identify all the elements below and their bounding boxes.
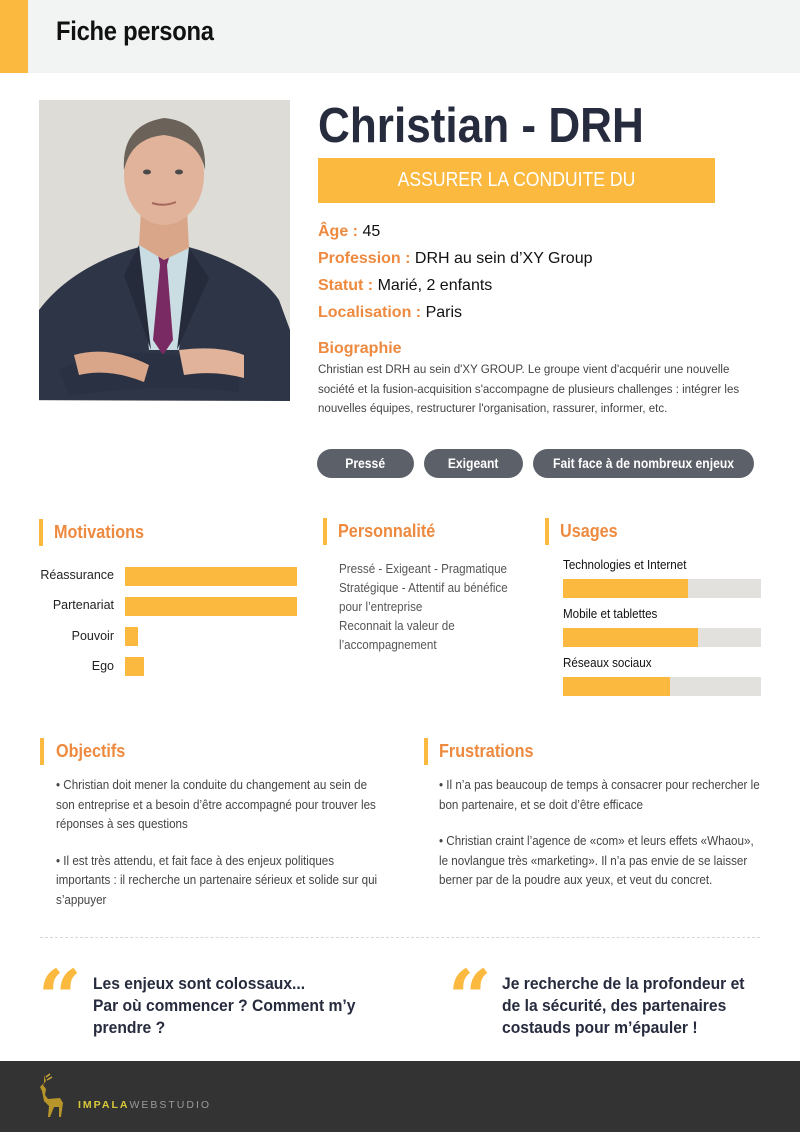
objectifs-heading: Objectifs [56, 741, 126, 761]
motivation-bar-reassurance [125, 567, 297, 586]
motivation-bar-partenariat [125, 597, 297, 616]
section-accent-bar [545, 518, 549, 545]
personnalite-heading: Personnalité [338, 521, 436, 541]
quote-icon: “ [448, 953, 492, 1042]
personnalite-text [339, 560, 516, 655]
tag-label: Pressé [345, 456, 386, 471]
objectifs-list [56, 776, 386, 927]
logo-part-webstudio: WEBSTUDIO [129, 1099, 212, 1111]
quote-1 [93, 973, 355, 1039]
personnalite-line: Stratégique - Attentif au bénéfice [339, 581, 508, 595]
frustrations-list [439, 776, 760, 908]
usages-heading: Usages [560, 521, 618, 541]
impala-logo-icon [38, 1073, 66, 1119]
persona-photo [39, 100, 290, 401]
usage-fill [563, 628, 698, 647]
personnalite-line: l’accompagnement [339, 638, 437, 652]
tag-label: Exigeant [448, 456, 499, 471]
info-localisation [318, 304, 462, 322]
tag-label: Fait face à de nombreux enjeux [553, 456, 734, 471]
biography-text: Christian est DRH au sein d'XY GROUP. Le groupe vient d'acquérir une nouvelle société et la fusion-acquisition s'accompagne de plusieurs challenges : intégrer les nouvelles équipes, restructurer l'organisation, rassurer, informer, etc. [318, 362, 740, 415]
frustrations-heading: Frustrations [439, 741, 534, 761]
personnalite-line: pour l’entreprise [339, 600, 423, 614]
frustration-item: • Christian craint l’agence de «com» et leurs effets «Whaou», le novlangue très «marketing». Il n’a pas envie de se laisser berner par de la poudre aux yeux, et veut du concret. [439, 834, 754, 887]
header-accent-bar [0, 0, 28, 73]
info-statut [318, 277, 492, 295]
motivation-label: Réassurance [40, 568, 114, 582]
section-accent-bar [424, 738, 428, 765]
info-value: 45 [362, 223, 381, 240]
usage-track-mobile [563, 628, 761, 647]
usage-fill [563, 579, 688, 598]
section-accent-bar [39, 519, 43, 546]
objectif-item: • Christian doit mener la conduite du changement au sein de son entreprise et a besoin d’être accompagné pour trouver les réponses à ses questions [56, 778, 376, 831]
info-value: DRH au sein d’XY Group [414, 250, 593, 267]
motivations-heading: Motivations [54, 522, 145, 542]
motivation-label: Partenariat [52, 598, 114, 612]
frustration-item: • Il n’a pas beaucoup de temps à consacrer pour rechercher le bon partenaire, et se doit d’être efficace [439, 778, 760, 812]
dashed-divider [40, 937, 760, 938]
quote-icon: “ [38, 953, 82, 1042]
tag-presse [317, 449, 414, 478]
usage-track-social [563, 677, 761, 696]
info-age [318, 223, 380, 241]
info-label: Âge : [318, 223, 358, 240]
objectif-item: • Il est très attendu, et fait face à des enjeux politiques importants : il recherche un partenaire sérieux et solide sur qui s’appuyer [56, 853, 378, 907]
motivation-label: Ego [91, 659, 114, 673]
footer [0, 1061, 800, 1132]
biography-heading: Biographie [318, 340, 402, 357]
info-label: Statut : [318, 277, 374, 294]
usage-label: Mobile et tablettes [563, 607, 658, 621]
info-value: Paris [425, 304, 463, 321]
quote-line: prendre ? [93, 1018, 166, 1037]
usage-label: Réseaux sociaux [563, 656, 652, 670]
motivation-bar-ego [125, 657, 144, 676]
info-value: Marié, 2 enfants [377, 277, 493, 294]
usage-fill [563, 677, 670, 696]
usage-track-tech [563, 579, 761, 598]
usage-label: Technologies et Internet [563, 558, 687, 572]
info-profession [318, 250, 593, 268]
quote-line: Les enjeux sont colossaux... [93, 974, 306, 993]
info-label: Localisation : [318, 304, 422, 321]
personnalite-line: Pressé - Exigeant - Pragmatique [339, 562, 507, 576]
section-accent-bar [323, 518, 327, 545]
tag-exigeant [424, 449, 523, 478]
quote-line: de la sécurité, des partenaires [502, 996, 727, 1015]
portrait-illustration [39, 100, 290, 401]
trait-tags [317, 449, 754, 478]
motivation-bar-pouvoir [125, 627, 138, 646]
quote-line: costauds pour m’épauler ! [502, 1018, 698, 1037]
tagline-text: ASSURER LA CONDUITE DU CHANGEMENT [397, 169, 636, 236]
quote-2 [502, 973, 745, 1039]
section-accent-bar [40, 738, 44, 765]
page-title: Fiche persona [56, 16, 214, 46]
info-label: Profession : [318, 250, 411, 267]
motivation-label: Pouvoir [71, 629, 114, 643]
quote-line: Par où commencer ? Comment m’y [93, 996, 356, 1015]
persona-name: Christian - DRH [318, 99, 644, 153]
impala-logo-text [78, 1099, 211, 1111]
tag-enjeux [533, 449, 754, 478]
quote-line: Je recherche de la profondeur et [502, 974, 745, 993]
personnalite-line: Reconnait la valeur de [339, 619, 455, 633]
logo-part-impala: IMPALA [78, 1099, 130, 1111]
